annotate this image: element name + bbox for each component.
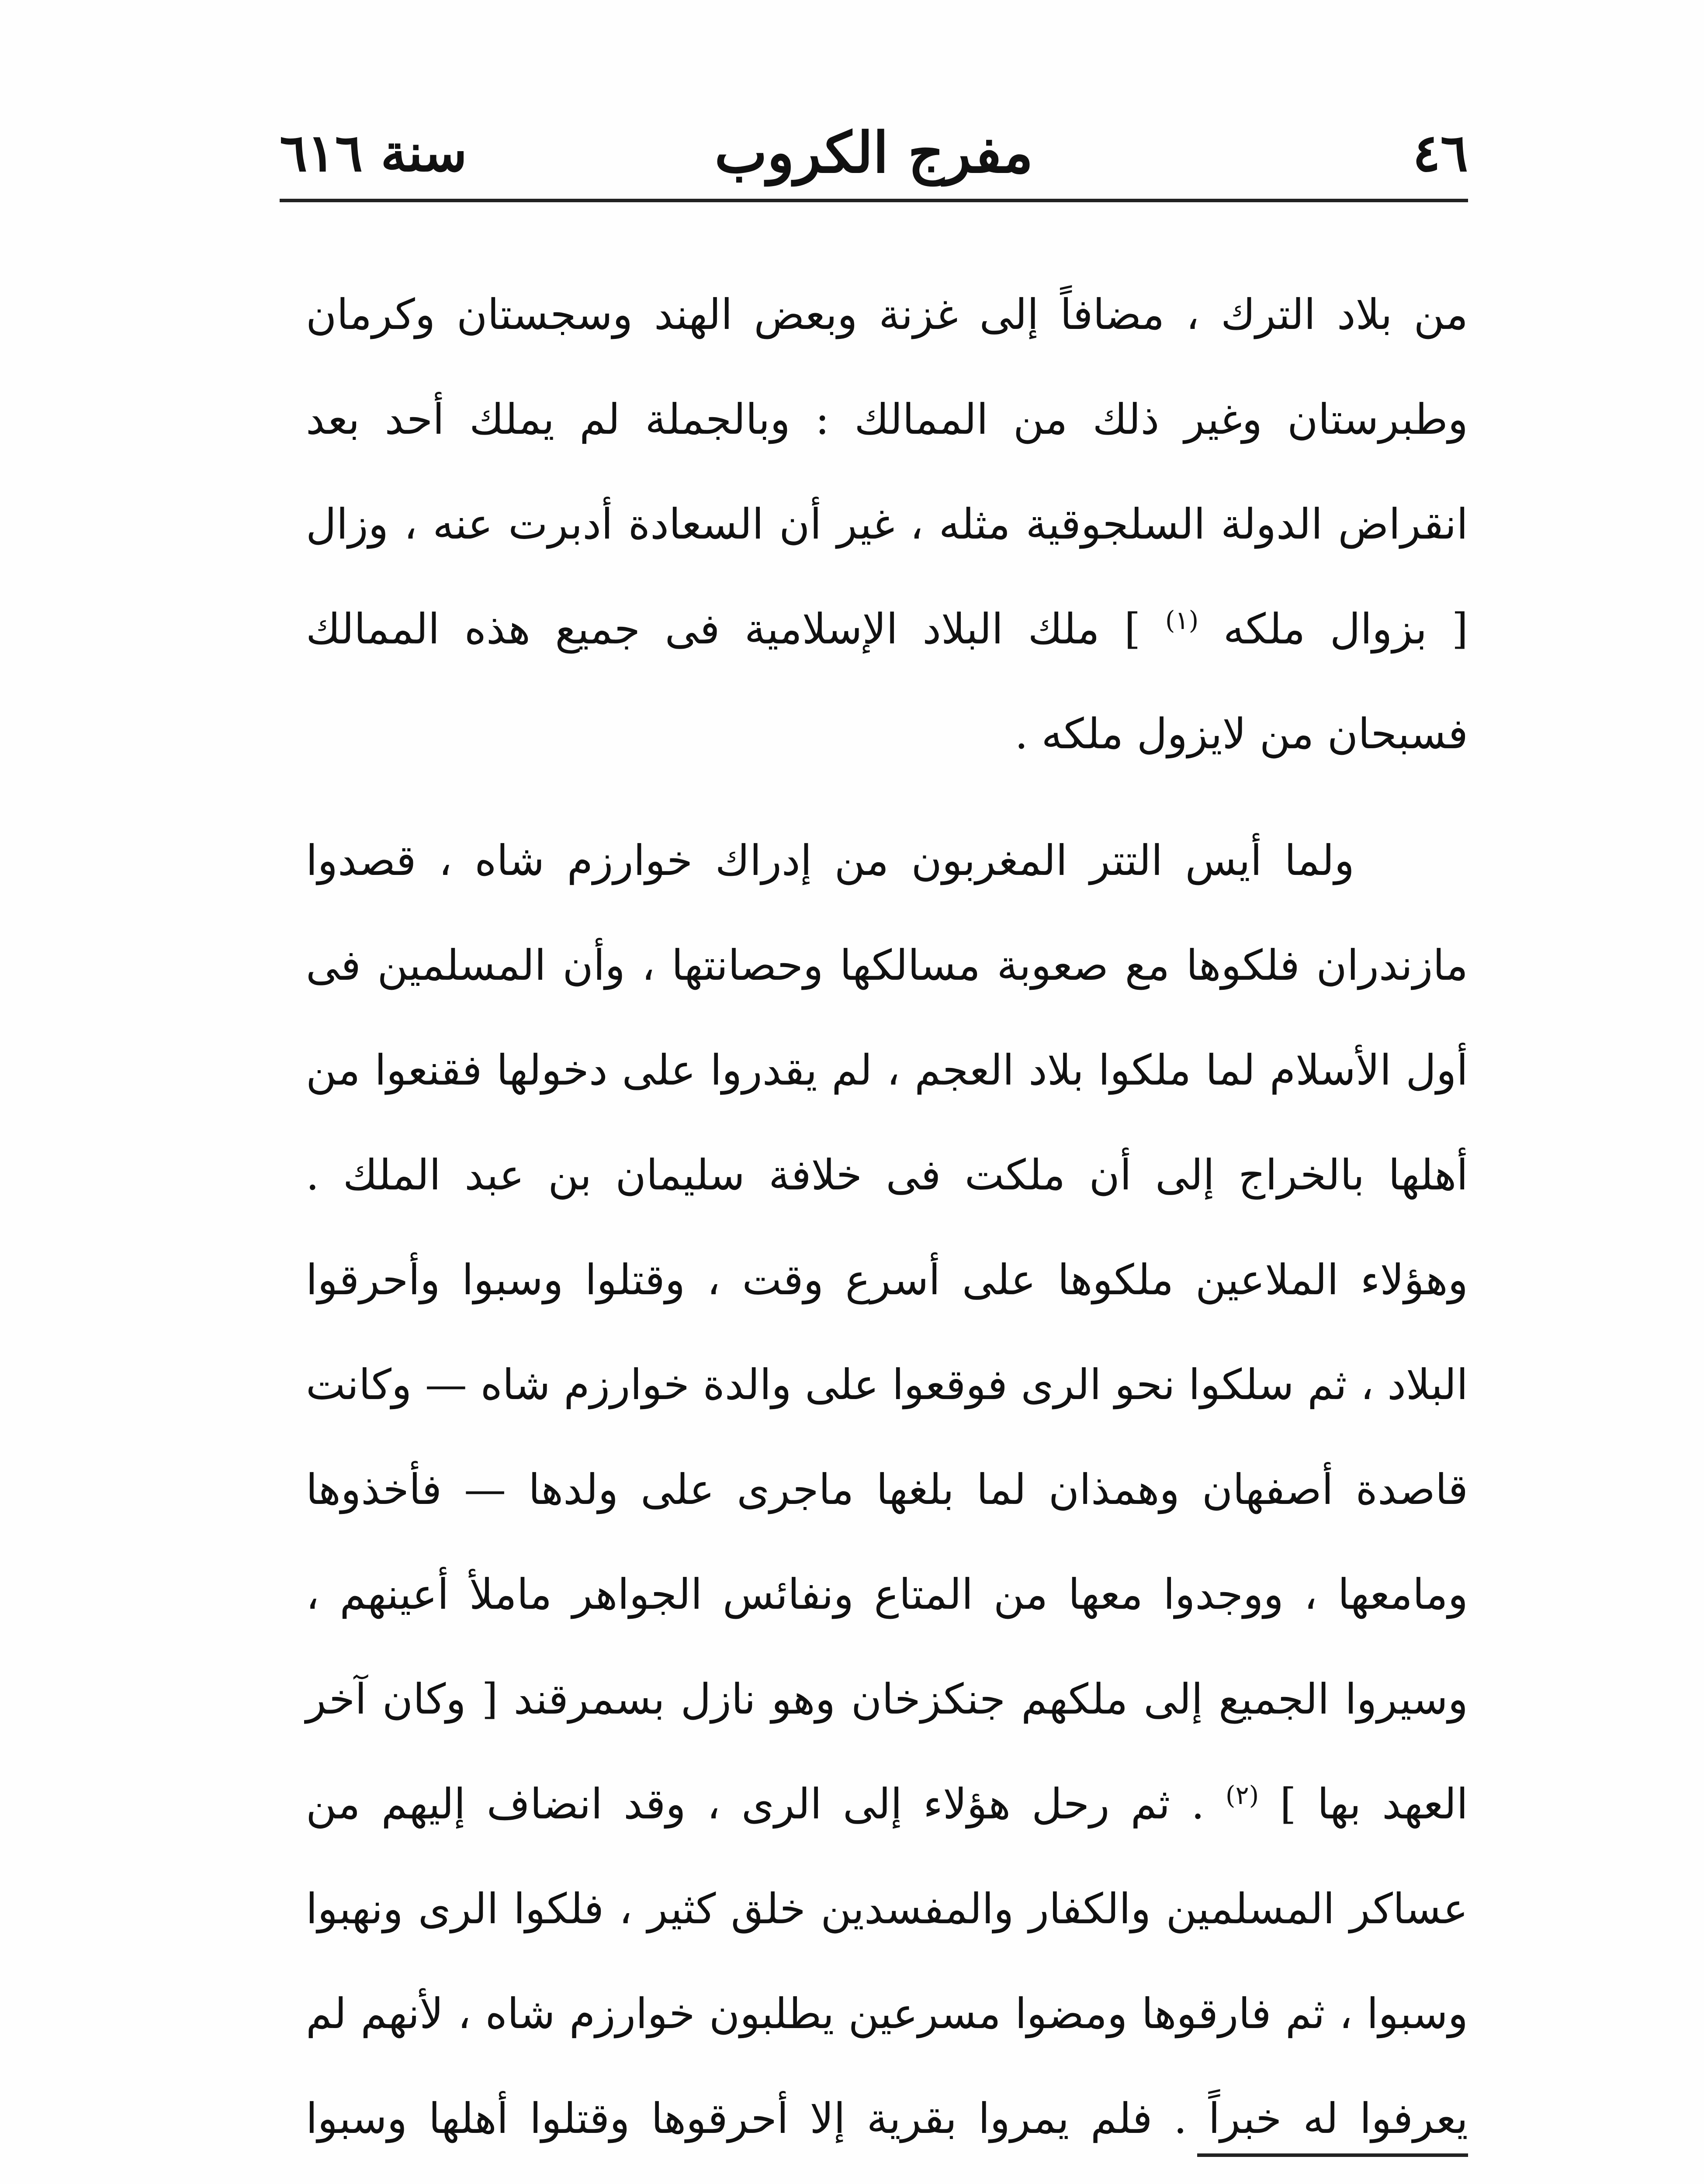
- year-heading: سنة ٦١٦: [280, 122, 467, 183]
- footnote-marker-2: (٢): [1225, 1780, 1259, 1810]
- paragraph-1-text-b: ] ملك البلاد الإسلامية فى جميع هذه الممالك فسبحان من لايزول ملكه .: [306, 605, 1468, 758]
- paragraph-1: [306, 262, 1468, 786]
- header-rule: [280, 199, 1468, 202]
- body-text: [306, 262, 1468, 2184]
- running-head: [280, 118, 1468, 205]
- footnote-marker-1: (١): [1165, 605, 1199, 635]
- paragraph-1-text-a: من بلاد الترك ، مضافاً إلى غزنة وبعض الهند وسجستان وكرمان وطبرستان وغير ذلك من الممالك : وبالجملة لم يملك أحد بعد انقراض الدولة السلجوقية مثله ، غير أن السعادة أدبرت عنه ، وزال [ بزوال ملكه: [306, 290, 1468, 653]
- book-title: مفرج الكروب: [714, 120, 1033, 186]
- footnote-rule: [1197, 2153, 1468, 2157]
- paragraph-2-text-b: . ثم رحل هؤلاء إلى الرى ، وقد انضاف إليهم من عساكر المسلمين والكفار والمفسدين خلق كثير ، فلكوا الرى ونهبوا وسبوا ، ثم فارقوها ومضوا مسرعين يطلبون خوارزم شاه ، لأنهم لم يعرفوا له خبراً . فلم يمروا بقرية إلا أحرقوها وقتلوا أهلها وسبوا: [306, 1780, 1468, 2143]
- page-number: ٤٦: [1413, 122, 1468, 183]
- paragraph-2: [306, 808, 1468, 2184]
- paragraph-2-text-a: ولما أيس التتر المغربون من إدراك خوارزم شاه ، قصدوا مازندران فلكوها مع صعوبة مسالكها وحصانتها ، وأن المسلمين فى أول الأسلام لما ملكوا بلاد العجم ، لم يقدروا على دخولها فقنعوا من أهلها بالخراج إلى أن ملكت فى خلافة سليمان بن عبد الملك . وهؤلاء الملاعين ملكوها على أسرع وقت ، وقتلوا وسبوا وأحرقوا البلاد ، ثم سلكوا نحو الرى فوقعوا على والدة خوارزم شاه — وكانت قاصدة أصفهان وهمذان لما بلغها ماجرى على ولدها — فأخذوها ومامعها ، ووجدوا معها من المتاع ونفائس الجواهر ماملأ أعينهم ، وسيروا الجميع إلى ملكهم جنكزخان وهو نازل بسمرقند [ وكان آخر العهد بها ]: [306, 836, 1468, 1828]
